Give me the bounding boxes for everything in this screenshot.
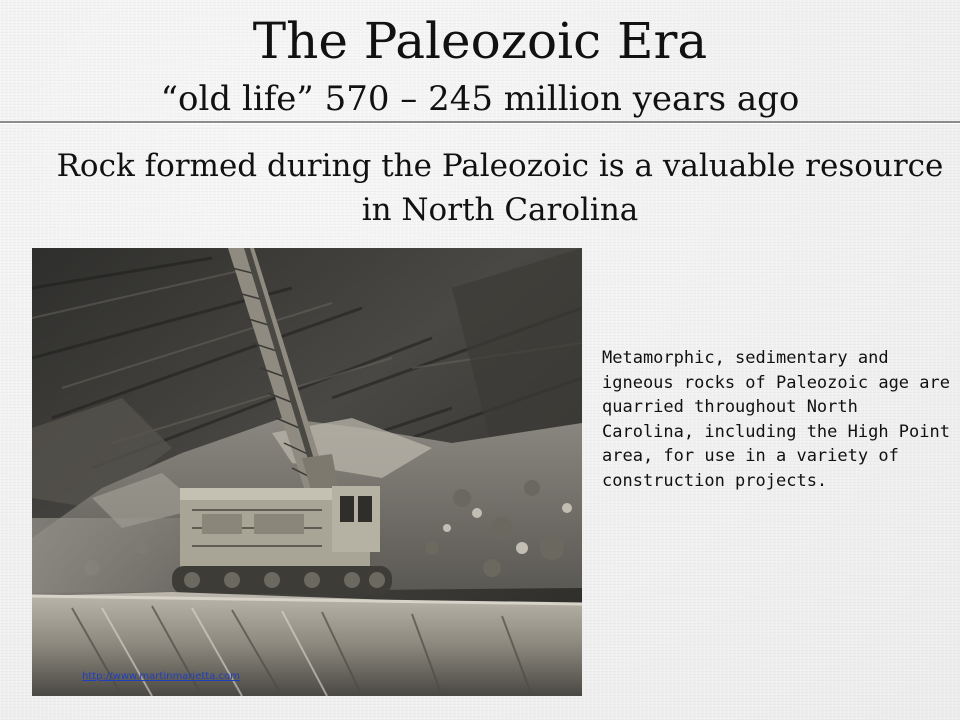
slide-body-text: Metamorphic, sedimentary and igneous rocks of Paleozoic age are quarried throughout North Carolina, including the High Point area, for use in a variety of construction projects. (602, 348, 950, 491)
slide-heading: Rock formed during the Paleozoic is a valuable resource in North Carolina (56, 148, 944, 228)
title-divider (0, 121, 960, 124)
quarry-drill-photo (32, 248, 582, 696)
slide-title: The Paleozoic Era (252, 12, 708, 70)
photo-credit-link[interactable]: http://www.martinmarietta.com (82, 671, 240, 682)
slide-subtitle: “old life” 570 – 245 million years ago (160, 79, 800, 119)
